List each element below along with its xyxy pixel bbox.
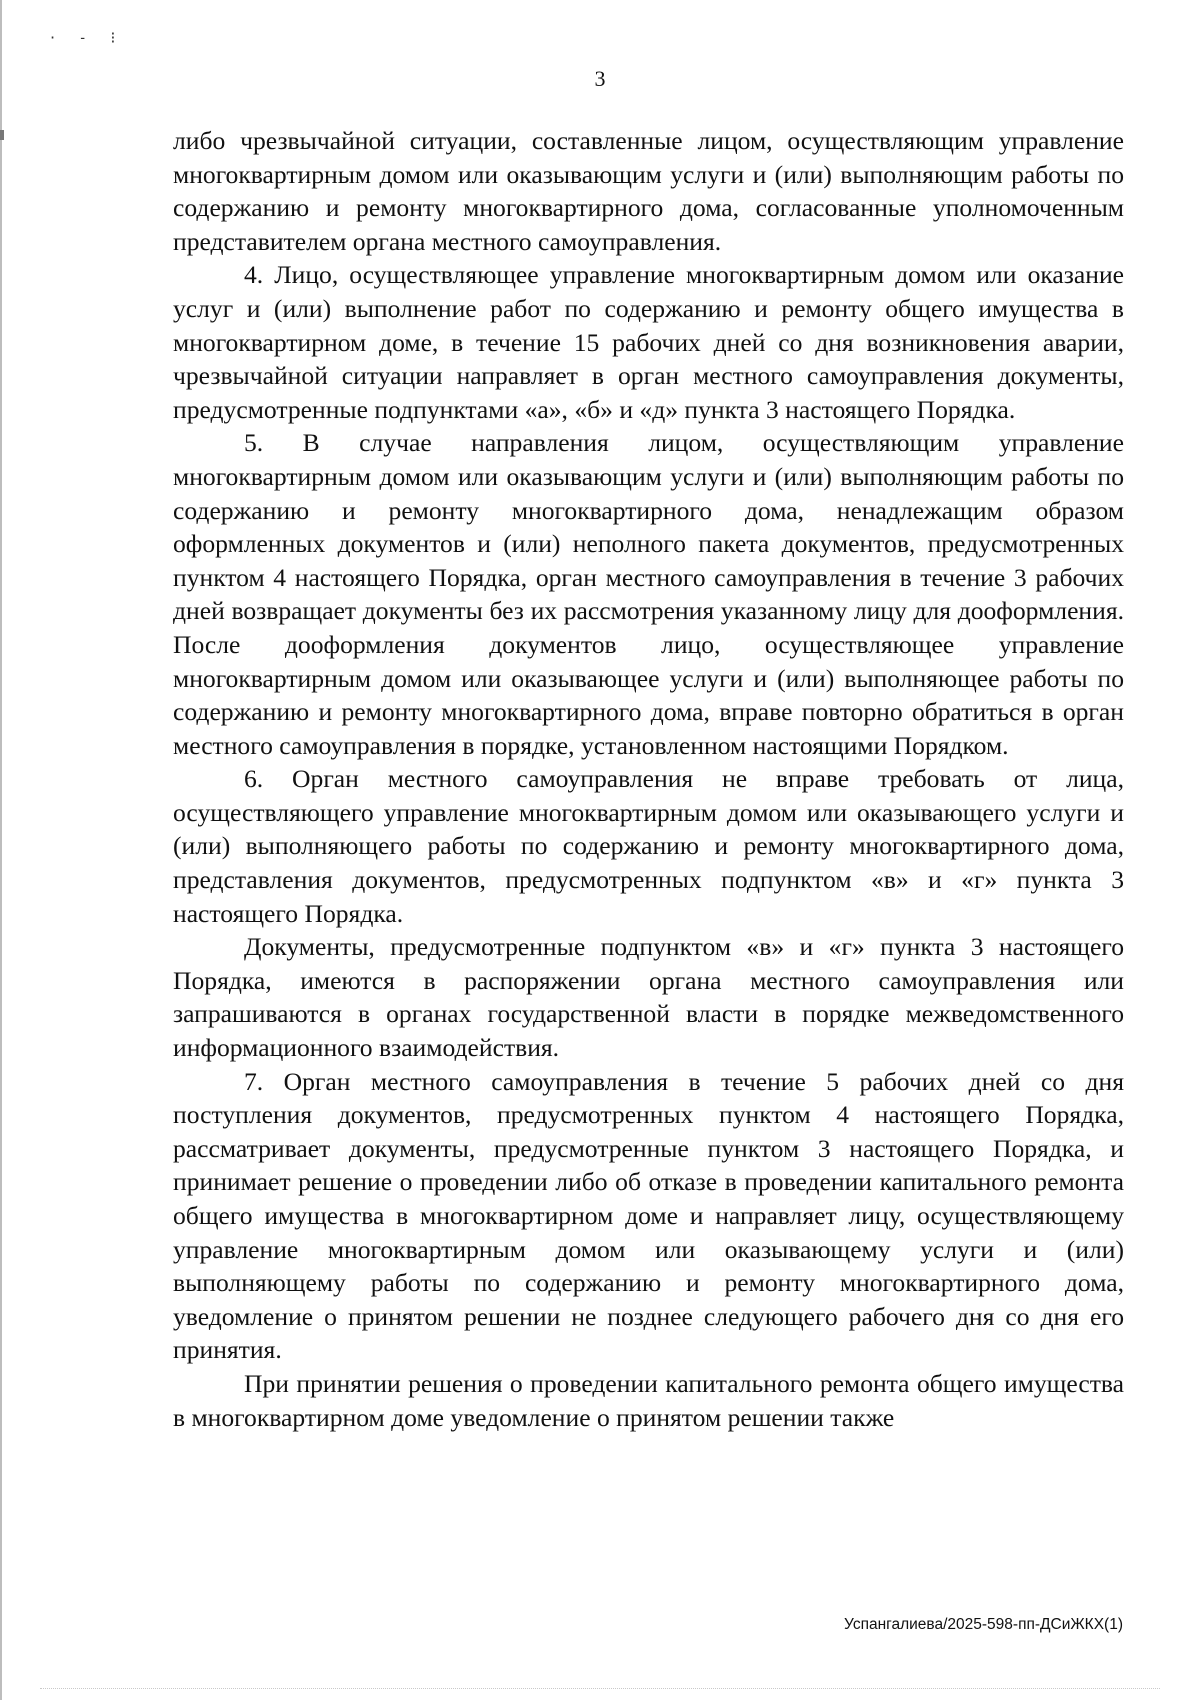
scan-left-edge <box>0 0 2 1700</box>
paragraph-continuation: либо чрезвычайной ситуации, составленные лицом, осуществляющим управление многоквартирным домом или оказывающим услуги и (или) выполняющим работы по содержанию и ремонту многоквартирного дома, согласованные уполномоченным представителем органа местного самоуправления. <box>173 126 1124 256</box>
paragraph-item-4: 4. Лицо, осуществляющее управление многоквартирным домом или оказание услуг и (или) выполнение работ по содержанию и ремонту общего имущества в многоквартирном доме, в течение 15 рабочих дней со дня возникновения аварии, чрезвычайной ситуации направляет в орган местного самоуправления документы, предусмотренные подпунктами «а», «б» и «д» пункта 3 настоящего Порядка. <box>173 260 1124 424</box>
paragraph-item-6-note: Документы, предусмотренные подпунктом «в» и «г» пункта 3 настоящего Порядка, имеются в распоряжении органа местного самоуправления или запрашиваются в органах государственной власти в порядке межведомственного информационного взаимодействия. <box>173 932 1124 1063</box>
scan-edge-mark <box>0 130 4 140</box>
page-number: 3 <box>594 66 606 91</box>
paragraph-item-7: 7. Орган местного самоуправления в течение 5 рабочих дней со дня поступления документов, предусмотренных пунктом 4 настоящего Порядка, рассматривает документы, предусмотренные пунктом 3 настоящего Порядка, и принимает решение о проведении либо об отказе в проведении капитального ремонта общего имущества в многоквартирном доме и направляет лицу, осуществляющему управление многоквартирным домом или оказывающему услуги и (или) выполняющему работы по содержанию и ремонту многоквартирного дома, уведомление о принятом решении не позднее следующего рабочего дня со дня его принятия. <box>173 1066 1124 1365</box>
scan-artifact-marks: · ˗ ⁝ <box>50 28 126 47</box>
document-body <box>173 124 1124 1434</box>
scan-bottom-artifact <box>40 1688 1160 1689</box>
paragraph-item-6: 6. Орган местного самоуправления не вправе требовать от лица, осуществляющего управление многоквартирным домом или оказывающего услуги и (или) выполняющего работы по содержанию и ремонту многоквартирного дома, представления документов, предусмотренных подпунктом «в» и «г» пункта 3 настоящего Порядка. <box>173 764 1124 928</box>
document-footer-code: Успангалиева/2025-598-пп-ДСиЖКХ(1) <box>844 1616 1123 1633</box>
paragraph-item-5: 5. В случае направления лицом, осуществляющим управление многоквартирным домом или оказывающим услуги и (или) выполняющим работы по содержанию и ремонту многоквартирного дома, ненадлежащим образом оформленных документов и (или) неполного пакета документов, предусмотренных пунктом 4 настоящего Порядка, орган местного самоуправления в течение 3 рабочих дней возвращает документы без их рассмотрения указанному лицу для дооформления. После дооформления документов лицо, осуществляющее управление многоквартирным домом или оказывающее услуги и (или) выполняющее работы по содержанию и ремонту многоквартирного дома, вправе повторно обратиться в орган местного самоуправления в порядке, установленном настоящими Порядком. <box>173 428 1124 760</box>
paragraph-item-7-continued: При принятии решения о проведении капитального ремонта общего имущества в многоквартирном доме уведомление о принятом решении также <box>173 1368 1124 1432</box>
